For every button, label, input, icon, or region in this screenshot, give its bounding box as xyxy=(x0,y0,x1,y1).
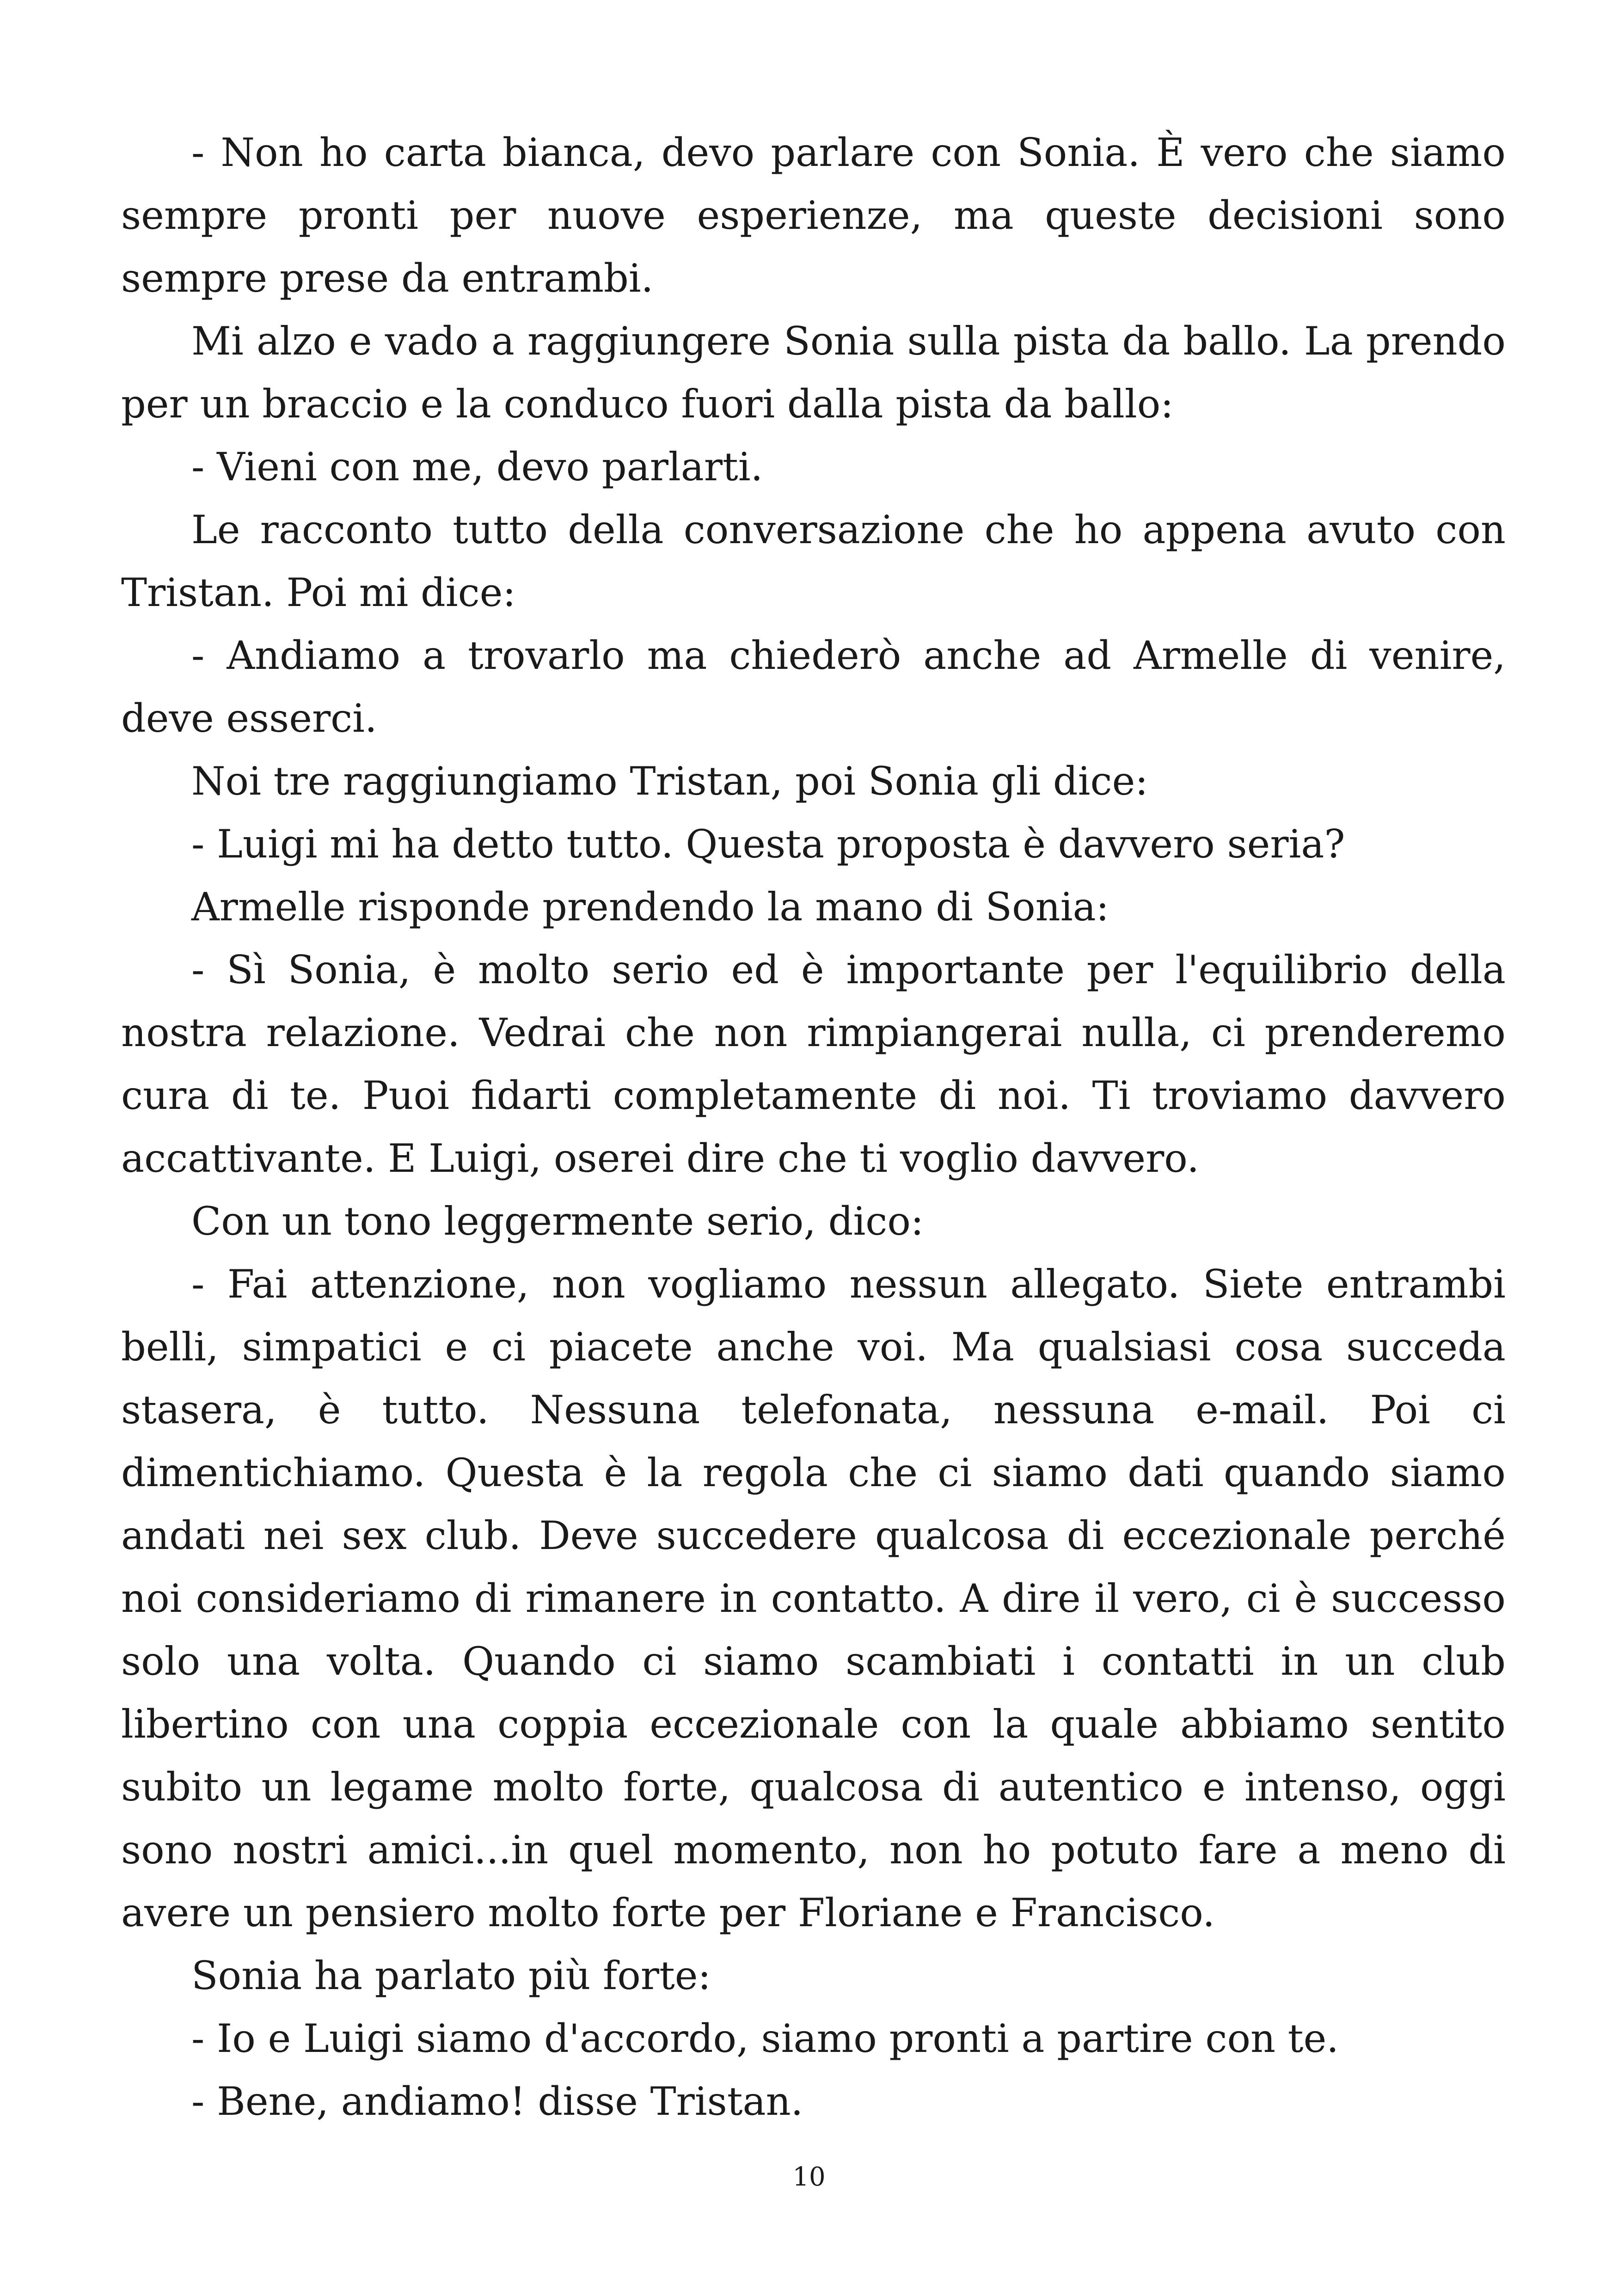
paragraph: Noi tre raggiungiamo Tristan, poi Sonia gli dice: xyxy=(191,759,1148,804)
paragraph: Armelle risponde prendendo la mano di Sonia: xyxy=(191,884,1109,930)
paragraph: - Andiamo a trovarlo ma chiederò anche ad Armelle di venire, deve esserci. xyxy=(121,633,1506,741)
paragraph: Con un tono leggermente serio, dico: xyxy=(191,1199,924,1244)
paragraph: - Non ho carta bianca, devo parlare con Sonia. È vero che siamo sempre pronti per nuove esperienze, ma queste decisioni sono sempre prese da entrambi. xyxy=(121,130,1506,301)
paragraph: Mi alzo e vado a raggiungere Sonia sulla pista da ballo. La prendo per un braccio e la conduco fuori dalla pista da ballo: xyxy=(121,318,1506,427)
paragraph: Sonia ha parlato più forte: xyxy=(191,1953,711,1998)
paragraph: - Luigi mi ha detto tutto. Questa proposta è davvero seria? xyxy=(191,821,1345,867)
paragraph: - Vieni con me, devo parlarti. xyxy=(191,444,763,490)
page-number: 10 xyxy=(792,2162,826,2192)
paragraph: - Sì Sonia, è molto serio ed è importante per l'equilibrio della nostra relazione. Vedrai che non rimpiangerai nulla, ci prenderemo cura di te. Puoi fidarti completamente di noi. Ti troviamo davvero accattivante. E Luigi, oserei dire che ti voglio davvero. xyxy=(121,947,1506,1181)
paragraph: - Fai attenzione, non vogliamo nessun allegato. Siete entrambi belli, simpatici e ci piacete anche voi. Ma qualsiasi cosa succeda stasera, è tutto. Nessuna telefonata, nessuna e-mail. Poi ci dimentichiamo. Questa è la regola che ci siamo dati quando siamo andati nei sex club. Deve succedere qualcosa di eccezionale perché noi consideriamo di rimanere in contatto. A dire il vero, ci è successo solo una volta. Quando ci siamo scambiati i contatti in un club libertino con una coppia eccezionale con la quale abbiamo sentito subito un legame molto forte, qualcosa di autentico e intenso, oggi sono nostri amici...in quel momento, non ho potuto fare a meno di avere un pensiero molto forte per Floriane e Francisco. xyxy=(121,1261,1506,1935)
paragraph: Le racconto tutto della conversazione che ho appena avuto con Tristan. Poi mi dice: xyxy=(121,507,1506,615)
paragraph: - Io e Luigi siamo d'accordo, siamo pronti a partire con te. xyxy=(191,2016,1339,2061)
body-text xyxy=(121,121,1506,2133)
paragraph: - Bene, andiamo! disse Tristan. xyxy=(191,2079,803,2124)
